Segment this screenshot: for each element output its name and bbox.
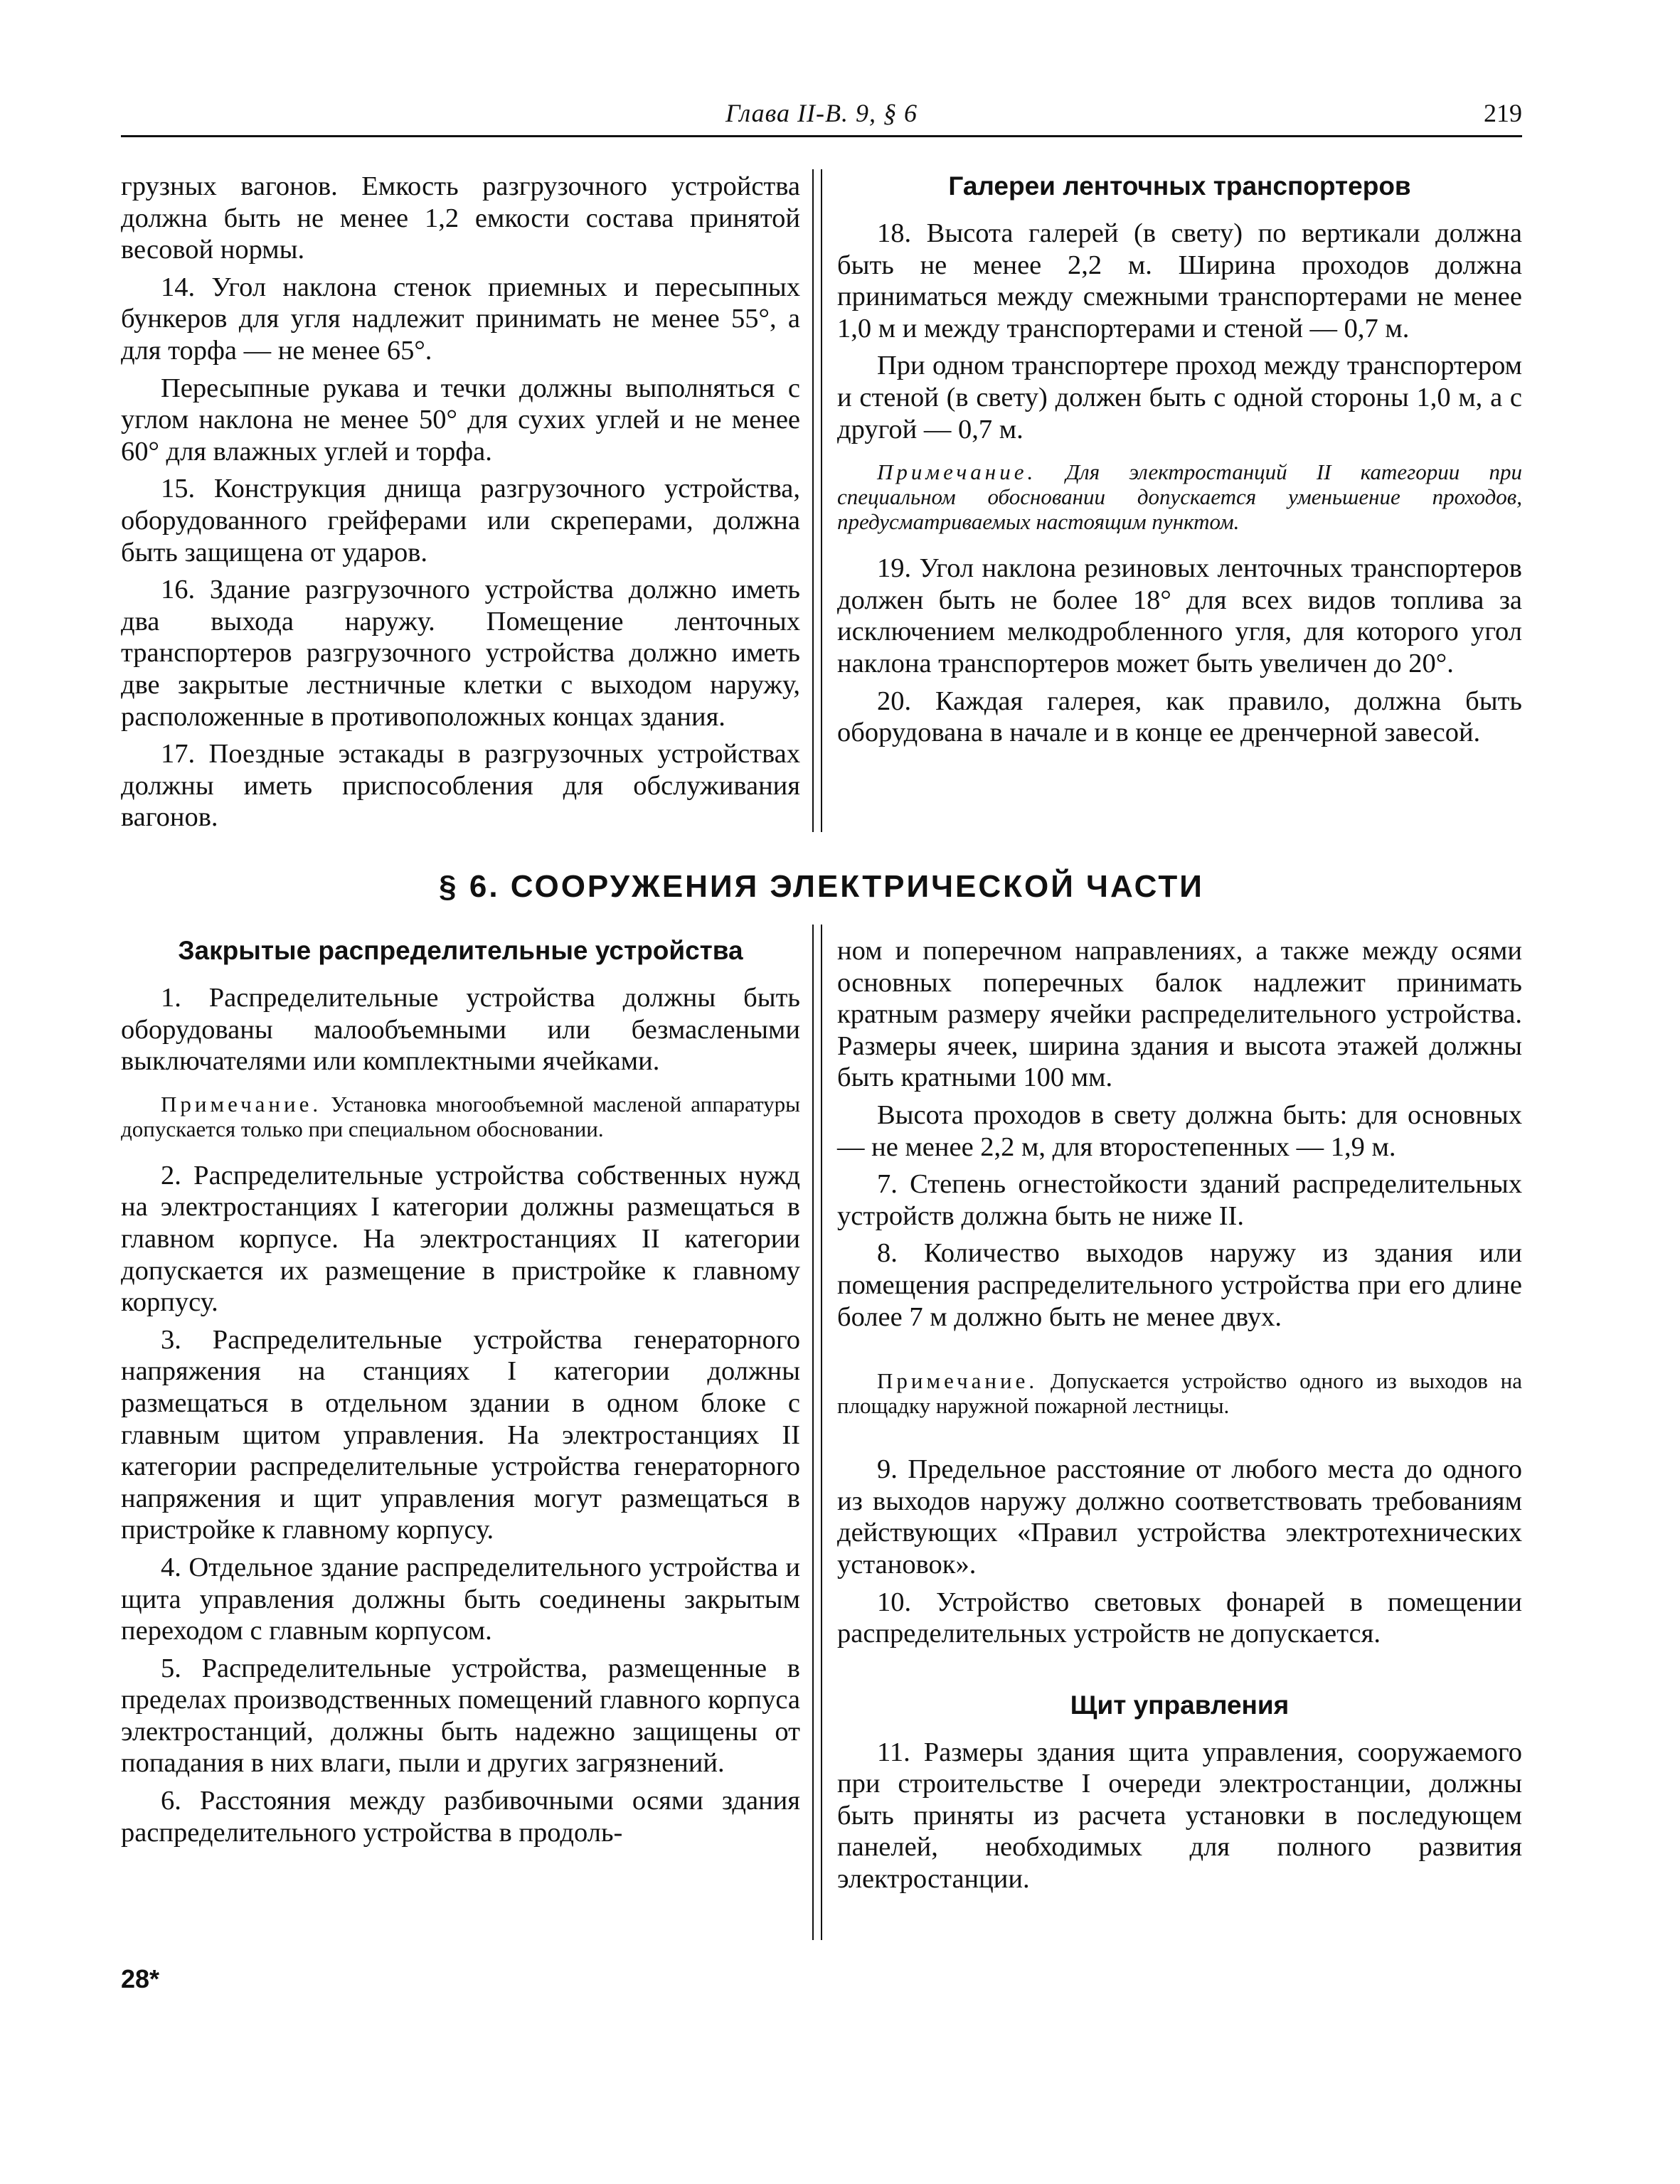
paragraph-14-second: Пересыпные рукава и течки должны выполняться с углом наклона не менее 50° для сухих углей и не менее 60° для влажных углей и торфа. [121,373,800,467]
spacer [837,1650,1522,1690]
paragraph-5: 5. Распределительные устройства, размещенные в пределах производственных помещений главного корпуса электростанций, должны быть надежно защищены от попадания в них влаги, пыли и других загрязнений. [121,1653,800,1779]
paragraph-11: 11. Размеры здания щита управления, сооружаемого при строительстве I очереди электростанции, должны быть приняты из расчета установки в последующем панелей, необходимых для полного развития электростанции. [837,1737,1522,1895]
paragraph-7: 7. Степень огнестойкости зданий распределительных устройств должна быть не ниже II. [837,1169,1522,1231]
subsection-heading-switchgear: Закрытые распределительные устройства [178,936,743,965]
note-text: Для электростанций II категории при специальном обосновании допускается уменьшение проходов, предусматриваемых настоящим пунктом. [837,459,1522,535]
note-label: Примечание. [161,1091,322,1117]
paragraph-10: 10. Устройство световых фонарей в помещении распределительных устройств не допускается. [837,1587,1522,1649]
paragraph-14: 14. Угол наклона стенок приемных и пересыпных бункеров для угля надлежит принимать не менее 55°, а для торфа — не менее 65°. [121,272,800,366]
note-label: Примечание. [877,459,1037,485]
paragraph-6: 6. Расстояния между разбивочными осями здания распределительного устройства в продоль- [121,1786,800,1848]
paragraph-18-second: При одном транспортере проход между транспортером и стеной (в свету) должен быть с одной стороны 1,0 м, а с другой — 0,7 м. [837,351,1522,444]
note-text: Допускается устройство одного из выходов на площадку наружной пожарной лестницы. [837,1368,1522,1419]
running-title: Глава II-В. 9, § 6 [725,99,918,127]
section-heading: § 6. СООРУЖЕНИЯ ЭЛЕКТРИЧЕСКОЙ ЧАСТИ [439,869,1204,904]
subsection-heading-galleries: Галереи ленточных транспортеров [948,171,1411,201]
column-divider-top [812,169,822,832]
paragraph-19: 19. Угол наклона резиновых ленточных транспортеров должен быть не более 18° для всех видов топлива за исключением мелкодробленного угля, для которого угол наклона транспортеров может быть увеличен до 20°. [837,553,1522,678]
paragraph-6-continued: ном и поперечном направлениях, а также между осями основных поперечных балок надлежит принимать кратным размеру ячейки распределительного устройства. Размеры ячеек, ширина здания и высота этажей должны быть кратными 100 мм. [837,936,1522,1093]
page-number: 219 [1484,99,1522,127]
bottom-right-column [837,935,1522,1895]
bottom-left-column [121,935,800,1848]
paragraph-20: 20. Каждая галерея, как правило, должна быть оборудована в начале и в конце ее дренчерной завесой. [837,686,1522,748]
paragraph-17: 17. Поездные эстакады в разгрузочных устройствах должны иметь приспособления для обслуживания вагонов. [121,739,800,833]
note-exits [837,1368,1522,1418]
paragraph-3: 3. Распределительные устройства генераторного напряжения на станциях I категории должны размещаться в отдельном здании в одном блоке с главным щитом управления. На электростанциях II категории распределительные устройства генераторного напряжения и щит управления могут размещаться в пристройке к главному корпусу. [121,1324,800,1545]
note-text: Установка многообъемной масленой аппаратуры допускается только при специальном обосновании. [121,1091,801,1141]
paragraph-9: 9. Предельное расстояние от любого места до одного из выходов наружу должно соответствовать требованиям действующих «Правил устройства электротехнических установок». [837,1454,1522,1580]
paragraph-16: 16. Здание разгрузочного устройства должно иметь два выхода наружу. Помещение ленточных транспортеров разгрузочного устройства должно иметь две закрытые лестничные клетки с выходом наружу, расположенные в противоположных концах здания. [121,575,800,732]
subsection-heading-control-panel: Щит управления [1070,1690,1290,1720]
paragraph-1: 1. Распределительные устройства должны быть оборудованы малообъемными или безмаслеными выключателями или комплектными ячейками. [121,983,800,1077]
paragraph-18: 18. Высота галерей (в свету) по вертикали должна быть не менее 2,2 м. Ширина проходов должна приниматься между смежными транспортерами не менее 1,0 м и между транспортерами и стеной — 0,7 м. [837,218,1522,343]
signature-mark: 28* [121,1964,160,1993]
paragraph-6-second: Высота проходов в свету должна быть: для основных — не менее 2,2 м, для второстепенных — 1,9 м. [837,1099,1522,1162]
note-label: Примечание. [877,1368,1038,1394]
paragraph-13-continued: грузных вагонов. Емкость разгрузочного устройства должна быть не менее 1,2 емкости состава принятой весовой нормы. [121,171,800,265]
note-switchgear [121,1092,800,1141]
paragraph-4: 4. Отдельное здание распределительного устройства и щита управления должны быть соединены закрытым переходом с главным корпусом. [121,1552,800,1646]
paragraph-8: 8. Количество выходов наружу из здания или помещения распределительного устройства при его длине более 7 м должно быть не менее двух. [837,1238,1522,1332]
running-header [121,98,1522,137]
top-right-column [837,171,1522,749]
note-galleries [837,459,1522,534]
paragraph-15: 15. Конструкция днища разгрузочного устройства, оборудованного грейферами или скреперами, должна быть защищена от ударов. [121,474,800,568]
paragraph-2: 2. Распределительные устройства собственных нужд на электростанциях I категории должны размещаться в главном корпусе. На электростанциях II категории допускается их размещение в пристройке к главному корпусу. [121,1160,800,1318]
top-left-column [121,171,800,833]
column-divider-bottom [812,925,822,1940]
